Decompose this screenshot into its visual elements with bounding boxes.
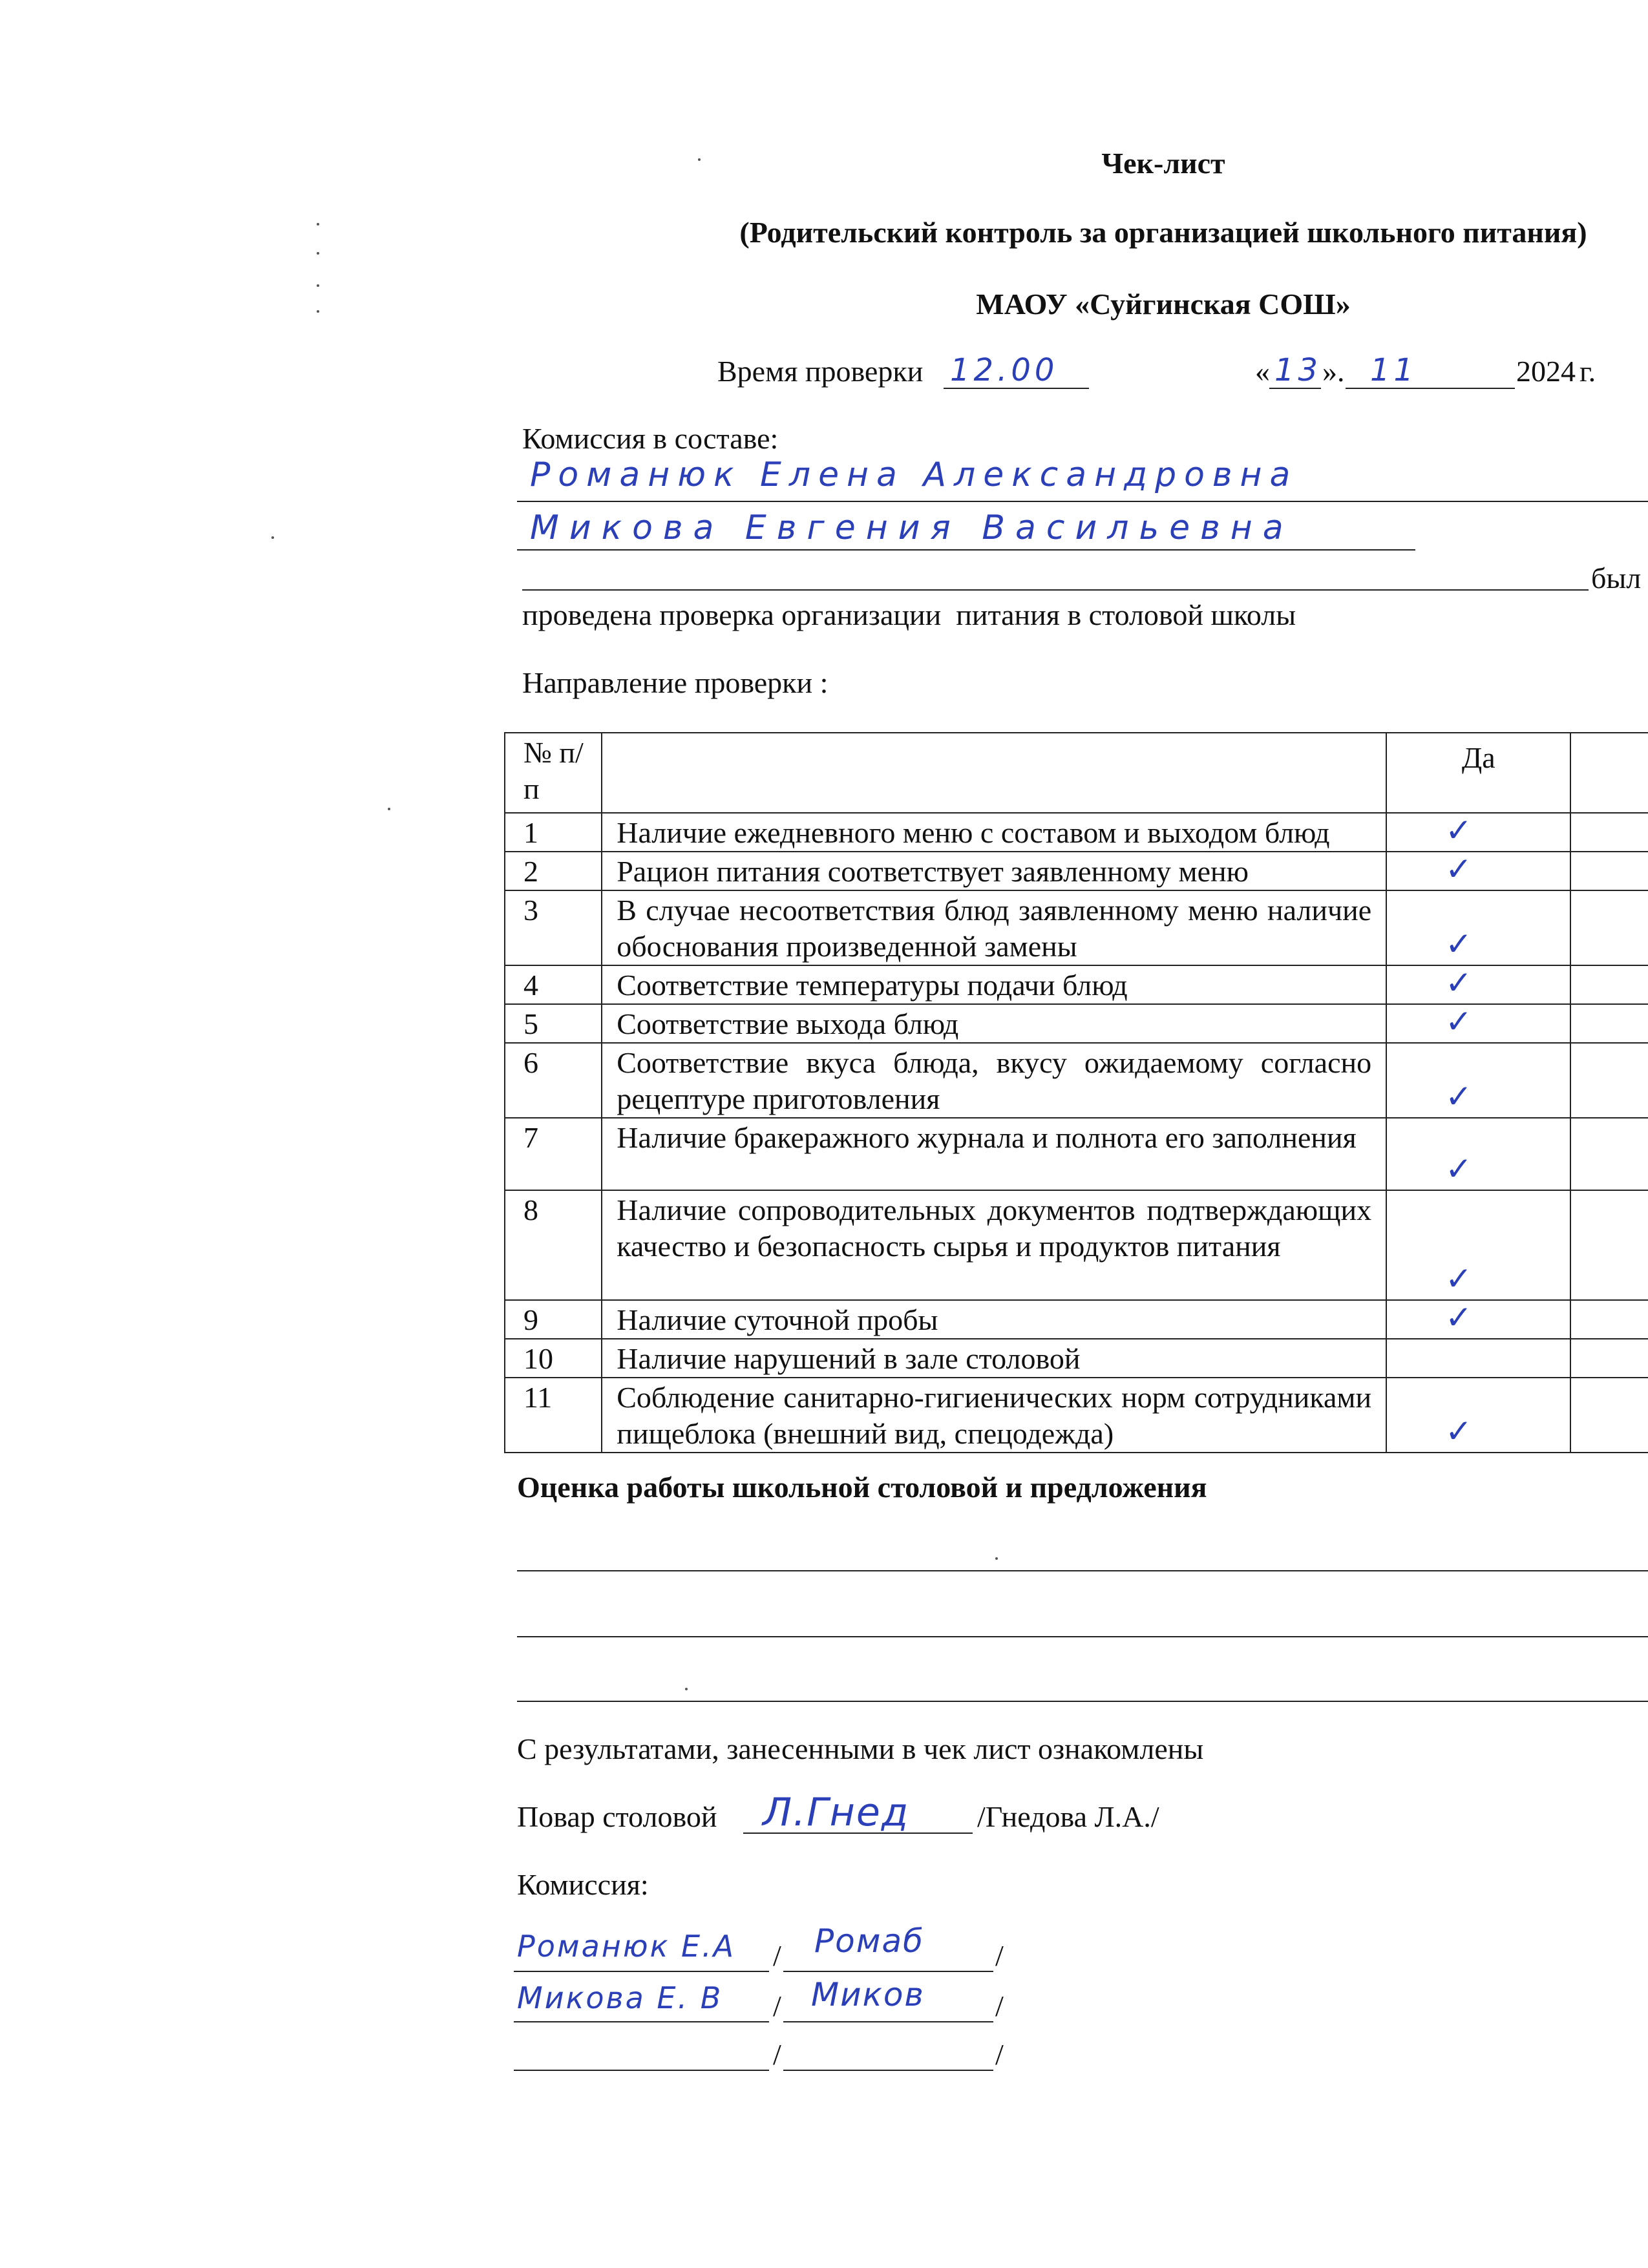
inspection-time-value: 12.00 <box>950 352 1059 388</box>
row-number: 5 <box>505 1004 602 1043</box>
scan-speck <box>317 310 319 313</box>
table-row <box>505 1378 1648 1453</box>
table-row <box>505 1190 1648 1300</box>
row-no-cell <box>1570 1043 1648 1118</box>
row-no-cell <box>1570 1118 1648 1190</box>
row-criterion: Наличие ежедневного меню с составом и выходом блюд <box>602 813 1386 852</box>
checkmark-icon: ✓ <box>1445 1078 1473 1115</box>
scan-speck <box>317 223 319 226</box>
row-yes-cell <box>1386 890 1570 965</box>
row-no-cell <box>1570 965 1648 1004</box>
row-yes-cell <box>1386 1378 1570 1453</box>
cook-name: /Гнедова Л.А./ <box>977 1800 1159 1833</box>
school-name: МАОУ «Суйгинская СОШ» <box>976 288 1351 320</box>
checkmark-icon: ✓ <box>1445 925 1473 963</box>
row-criterion: Соблюдение санитарно-гигиенических норм сотрудниками пищеблока (внешний вид, спецодежда) <box>602 1378 1386 1453</box>
row-no-cell <box>1570 1190 1648 1300</box>
commission-sign-row2-name: Микова Е. В <box>517 1980 723 2015</box>
checkmark-icon: ✓ <box>1445 850 1473 888</box>
member-2-underline <box>517 549 1415 551</box>
row-yes-cell <box>1386 1190 1570 1300</box>
header-yes: Да <box>1386 733 1570 813</box>
sign-row3-slash-1: / <box>773 2038 781 2071</box>
cook-label: Повар столовой <box>517 1800 717 1833</box>
row-no-cell <box>1570 813 1648 852</box>
sign-row1-sign-line <box>783 1971 993 1972</box>
commission-sign-row1-name: Романюк Е.А <box>517 1929 736 1964</box>
row-yes-cell <box>1386 1339 1570 1378</box>
row-criterion: Наличие бракеражного журнала и полнота его заполнения <box>602 1118 1386 1190</box>
row-no-cell <box>1570 1378 1648 1453</box>
row-criterion: Соответствие вкуса блюда, вкусу ожидаемому согласно рецептуре приготовления <box>602 1043 1386 1118</box>
commission-member-2: Микова Евгения Васильевна <box>530 509 1294 547</box>
checklist-table <box>504 732 1648 1453</box>
table-row <box>505 1004 1648 1043</box>
row-number: 1 <box>505 813 602 852</box>
evaluation-line-2 <box>517 1636 1648 1637</box>
row-criterion: Соответствие температуры подачи блюд <box>602 965 1386 1004</box>
document-subtitle: (Родительский контроль за организацией школьного питания) <box>739 216 1587 249</box>
row-no-cell <box>1570 1339 1648 1378</box>
commission-line-end: был <box>1591 562 1642 594</box>
date-day: 13 <box>1274 352 1322 388</box>
checkmark-icon: ✓ <box>1445 1150 1473 1188</box>
scan-speck <box>995 1557 998 1560</box>
sign-row1-slash-1: / <box>773 1939 781 1972</box>
commission-conclusion: проведена проверка организации питания в столовой школы <box>522 598 1296 631</box>
date-close-quote: ». <box>1322 355 1345 388</box>
checkmark-icon: ✓ <box>1445 1260 1473 1297</box>
date-year-suffix: г. <box>1579 355 1596 388</box>
table-row <box>505 852 1648 890</box>
row-criterion: Рацион питания соответствует заявленному меню <box>602 852 1386 890</box>
table-row <box>505 813 1648 852</box>
commission-label: Комиссия в составе: <box>522 422 779 455</box>
row-yes-cell <box>1386 965 1570 1004</box>
date-open-quote: « <box>1255 355 1270 388</box>
table-header-row <box>505 733 1648 813</box>
header-criterion <box>602 733 1386 813</box>
scan-speck <box>388 808 390 810</box>
table-row <box>505 1043 1648 1118</box>
cook-signature: Л.Гнед <box>763 1790 910 1835</box>
row-criterion: Соответствие выхода блюд <box>602 1004 1386 1043</box>
commission-sign-label: Комиссия: <box>517 1868 649 1901</box>
sign-row3-name-line <box>514 2070 769 2071</box>
row-number: 11 <box>505 1378 602 1453</box>
checkmark-icon: ✓ <box>1445 1412 1473 1450</box>
row-criterion: Наличие суточной пробы <box>602 1300 1386 1339</box>
table-row <box>505 965 1648 1004</box>
sign-row1-slash-2: / <box>995 1939 1004 1972</box>
table-row <box>505 1118 1648 1190</box>
scan-speck <box>317 252 319 255</box>
row-number: 7 <box>505 1118 602 1190</box>
row-number: 6 <box>505 1043 602 1118</box>
commission-member-1: Романюк Елена Александровна <box>530 456 1298 494</box>
sign-row2-slash-2: / <box>995 1990 1004 2022</box>
member-3-underline <box>522 589 1589 591</box>
row-number: 9 <box>505 1300 602 1339</box>
row-number: 3 <box>505 890 602 965</box>
evaluation-line-3 <box>517 1701 1648 1702</box>
checkmark-icon: ✓ <box>1445 964 1473 1002</box>
scan-speck <box>698 158 701 161</box>
row-number: 4 <box>505 965 602 1004</box>
date-year: 2024 <box>1516 355 1576 388</box>
row-yes-cell <box>1386 813 1570 852</box>
table-row <box>505 890 1648 965</box>
table-row <box>505 1300 1648 1339</box>
checkmark-icon: ✓ <box>1445 1003 1473 1040</box>
direction-label: Направление проверки : <box>522 666 829 699</box>
date-month: 11 <box>1370 352 1418 388</box>
sign-row2-slash-1: / <box>773 1990 781 2022</box>
row-number: 10 <box>505 1339 602 1378</box>
sign-row1-name-line <box>514 1971 769 1972</box>
scan-speck <box>317 284 319 287</box>
row-yes-cell <box>1386 1043 1570 1118</box>
row-no-cell <box>1570 852 1648 890</box>
table-row <box>505 1339 1648 1378</box>
header-num: № п/п <box>505 733 602 813</box>
document-title: Чек-лист <box>1101 147 1225 180</box>
row-criterion: В случае несоответствия блюд заявленному меню наличие обоснования произведенной замены <box>602 890 1386 965</box>
sign-row2-name-line <box>514 2021 769 2022</box>
row-no-cell <box>1570 890 1648 965</box>
row-yes-cell <box>1386 1118 1570 1190</box>
commission-sign-row2-sign: Миков <box>811 1976 925 2013</box>
row-yes-cell <box>1386 1300 1570 1339</box>
commission-sign-row1-sign: Ромаб <box>814 1922 924 1960</box>
header-no <box>1570 733 1648 813</box>
sign-row3-sign-line <box>783 2070 993 2071</box>
row-yes-cell <box>1386 852 1570 890</box>
checkmark-icon: ✓ <box>1445 1299 1473 1336</box>
member-1-underline <box>517 501 1648 502</box>
sign-row2-sign-line <box>783 2021 993 2022</box>
evaluation-title: Оценка работы школьной столовой и предложения <box>517 1471 1207 1504</box>
scan-speck <box>271 536 274 539</box>
evaluation-line-1 <box>517 1570 1648 1571</box>
row-number: 8 <box>505 1190 602 1300</box>
row-number: 2 <box>505 852 602 890</box>
acknowledged-text: С результатами, занесенными в чек лист ознакомлены <box>517 1732 1204 1765</box>
sign-row3-slash-2: / <box>995 2038 1004 2071</box>
row-no-cell <box>1570 1300 1648 1339</box>
checkmark-icon: ✓ <box>1445 812 1473 849</box>
scan-speck <box>685 1688 688 1690</box>
inspection-time-label: Время проверки <box>717 355 924 388</box>
row-criterion: Наличие сопроводительных документов подтверждающих качество и безопасность сырья и продуктов питания <box>602 1190 1386 1300</box>
row-criterion: Наличие нарушений в зале столовой <box>602 1339 1386 1378</box>
row-yes-cell <box>1386 1004 1570 1043</box>
row-no-cell <box>1570 1004 1648 1043</box>
